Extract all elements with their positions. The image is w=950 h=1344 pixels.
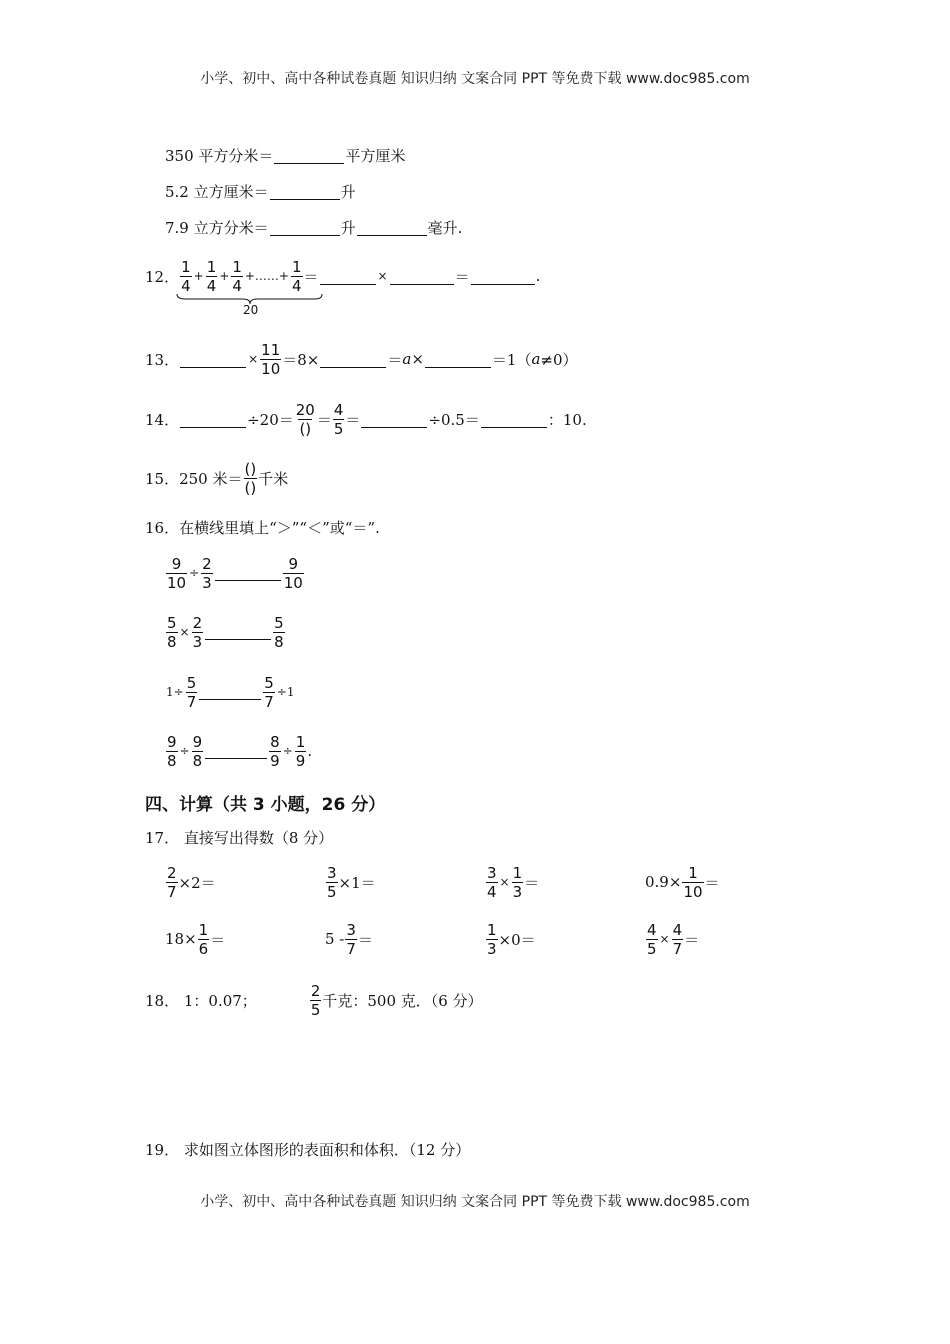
text: ×1＝ <box>338 873 376 892</box>
text: 7.9 立方分米＝ <box>165 218 269 237</box>
question-number: 14． <box>145 410 180 429</box>
divide-sign: ÷ <box>179 744 190 758</box>
fraction: $\frac{9}{10}$ <box>283 554 303 592</box>
plus-sign: + <box>193 269 204 283</box>
page-footer: 小学、初中、高中各种试卷真题 知识归纳 文案合同 PPT 等免费下载 www.doc985.com <box>200 1194 750 1210</box>
text: 5.2 立方厘米＝ <box>165 182 269 201</box>
calc-item-e <box>165 918 225 960</box>
fraction: $\frac{20}{()}$ <box>295 400 315 438</box>
times-sign: × <box>659 932 670 946</box>
fraction: $\frac{1}{6}$ <box>198 920 209 958</box>
conversion-line-3 <box>165 210 462 244</box>
fraction: $\frac{8}{9}$ <box>270 732 280 770</box>
fraction: $\frac{3}{4}$ <box>487 863 497 901</box>
fraction: $\frac{1}{3}$ <box>512 863 523 901</box>
text: ×2＝ <box>178 873 216 892</box>
question-19: 19． 求如图立体图形的表面积和体积．（12 分） <box>145 1140 471 1159</box>
compare-blank[interactable] <box>205 758 267 759</box>
question-13 <box>145 338 578 380</box>
question-15 <box>145 456 288 500</box>
compare-row-4 <box>165 730 312 772</box>
equals-sign: ＝ <box>387 350 403 369</box>
fraction: $\frac{4}{5}$ <box>333 400 344 438</box>
fraction: $\frac{4}{7}$ <box>672 920 683 958</box>
text: ＝8× <box>282 350 320 369</box>
answer-blank[interactable] <box>357 219 427 236</box>
text: 平方厘米 <box>345 146 406 165</box>
calc-item-d <box>645 861 720 903</box>
equals-sign: ＝ <box>316 410 332 429</box>
fraction: $\frac{11}{10}$ <box>261 340 281 378</box>
text: ＝ <box>357 930 373 949</box>
times-sign: × <box>377 269 388 283</box>
question-number: 13． <box>145 350 180 369</box>
answer-blank[interactable] <box>425 351 491 368</box>
answer-blank[interactable] <box>320 351 386 368</box>
compare-row-1 <box>165 552 305 594</box>
answer-blank[interactable] <box>320 268 376 285</box>
question-17-title: 17． 直接写出得数（8 分） <box>145 828 334 847</box>
answer-blank[interactable] <box>390 268 454 285</box>
fraction: $\frac{3}{7}$ <box>346 920 356 958</box>
period: . <box>307 742 313 760</box>
text: ：10. <box>547 410 587 429</box>
calc-item-h <box>645 918 699 960</box>
period: . <box>535 267 541 285</box>
conversion-line-1 <box>165 138 405 172</box>
answer-blank[interactable] <box>471 268 535 285</box>
text: 千米 <box>258 469 289 488</box>
fraction: $\frac{2}{7}$ <box>167 863 177 901</box>
fraction: $\frac{1}{4}$ <box>181 257 191 295</box>
text: ＝ <box>684 930 700 949</box>
compare-blank[interactable] <box>205 639 271 640</box>
text: 350 平方分米＝ <box>165 146 274 165</box>
answer-blank[interactable] <box>180 351 246 368</box>
text: ×0＝ <box>498 930 536 949</box>
fraction: $\frac{2}{3}$ <box>202 554 212 592</box>
text: ＝1（ <box>491 350 532 369</box>
conversion-line-2 <box>165 174 356 208</box>
answer-blank[interactable] <box>274 147 344 164</box>
divide-sign: ÷ <box>282 744 293 758</box>
equals-sign: ＝ <box>345 410 361 429</box>
fraction: $\frac{2}{5}$ <box>310 981 321 1019</box>
times-sign: × <box>499 875 510 889</box>
fraction: $\frac{5}{8}$ <box>167 613 177 651</box>
section-heading: 四、计算（共 3 小题，26 分） <box>145 795 386 815</box>
fraction: $\frac{9}{10}$ <box>167 554 187 592</box>
question-14 <box>145 397 587 441</box>
fraction: $\frac{5}{7}$ <box>186 673 197 711</box>
text: ÷1 <box>276 685 295 699</box>
text: 毫升. <box>427 218 463 237</box>
variable-a: a <box>402 350 412 368</box>
fraction: $\frac{9}{8}$ <box>167 732 177 770</box>
answer-blank[interactable] <box>481 411 547 428</box>
calc-item-g <box>485 918 536 960</box>
fraction: $\frac{1}{4}$ <box>232 257 242 295</box>
fraction: $\frac{1}{3}$ <box>487 920 497 958</box>
calc-item-c <box>485 861 539 903</box>
fraction: $\frac{5}{7}$ <box>264 673 274 711</box>
compare-blank[interactable] <box>199 699 261 700</box>
compare-blank[interactable] <box>215 580 281 581</box>
fraction: $\frac{()}{()}$ <box>244 459 257 497</box>
times-sign: × <box>411 350 424 368</box>
fraction: $\frac{1}{10}$ <box>683 863 703 901</box>
question-18 <box>145 978 483 1022</box>
plus-sign: + <box>219 269 230 283</box>
fraction: $\frac{1}{4}$ <box>206 257 217 295</box>
compare-row-3 <box>165 671 296 713</box>
page-header: 小学、初中、高中各种试卷真题 知识归纳 文案合同 PPT 等免费下载 www.doc985.com <box>200 71 750 87</box>
calc-item-b <box>325 861 376 903</box>
times-sign: × <box>248 352 259 366</box>
text: ＝ <box>524 873 540 892</box>
text: ÷20＝ <box>247 410 294 429</box>
variable-a: a <box>531 350 541 368</box>
text: ＝ <box>704 873 720 892</box>
answer-blank[interactable] <box>361 411 427 428</box>
ellipsis-plus: +……+ <box>244 269 289 283</box>
text: 18． 1：0.07； <box>145 991 257 1010</box>
text: 升 <box>340 182 356 201</box>
times-sign: × <box>179 625 190 639</box>
compare-row-2 <box>165 611 286 653</box>
text: 升 <box>340 218 356 237</box>
fraction: $\frac{9}{8}$ <box>192 732 203 770</box>
text: 250 米＝ <box>179 469 243 488</box>
answer-blank[interactable] <box>270 219 340 236</box>
text: ≠0） <box>540 350 578 369</box>
question-number: 12． <box>145 267 180 286</box>
fraction: $\frac{4}{5}$ <box>647 920 657 958</box>
fraction: $\frac{1}{4}$ <box>291 257 302 295</box>
text: 千克：500 克．（6 分） <box>322 991 483 1010</box>
divide-sign: ÷ <box>189 566 200 580</box>
calc-item-a <box>165 861 216 903</box>
text: ＝ <box>210 930 226 949</box>
brace-count: 20 <box>243 303 259 317</box>
text: ÷0.5＝ <box>428 410 480 429</box>
equals-sign: ＝ <box>303 267 319 286</box>
fraction: $\frac{5}{8}$ <box>274 613 284 651</box>
fraction: $\frac{2}{3}$ <box>192 613 203 651</box>
answer-blank[interactable] <box>180 411 246 428</box>
text: 5 - <box>325 930 345 948</box>
equals-sign: ＝ <box>454 267 470 286</box>
fraction: $\frac{1}{9}$ <box>295 732 306 770</box>
question-number: 16． <box>145 518 180 537</box>
question-text: 在横线里填上“＞”“＜”或“＝”. <box>179 518 380 537</box>
text: 1÷ <box>166 685 184 699</box>
question-16-title <box>145 510 380 544</box>
fraction: $\frac{3}{5}$ <box>327 863 337 901</box>
question-12 <box>145 254 540 298</box>
text: 18× <box>165 930 197 948</box>
answer-blank[interactable] <box>270 183 340 200</box>
text: 0.9× <box>645 873 682 891</box>
calc-item-f <box>325 918 373 960</box>
question-number: 15． <box>145 469 180 488</box>
